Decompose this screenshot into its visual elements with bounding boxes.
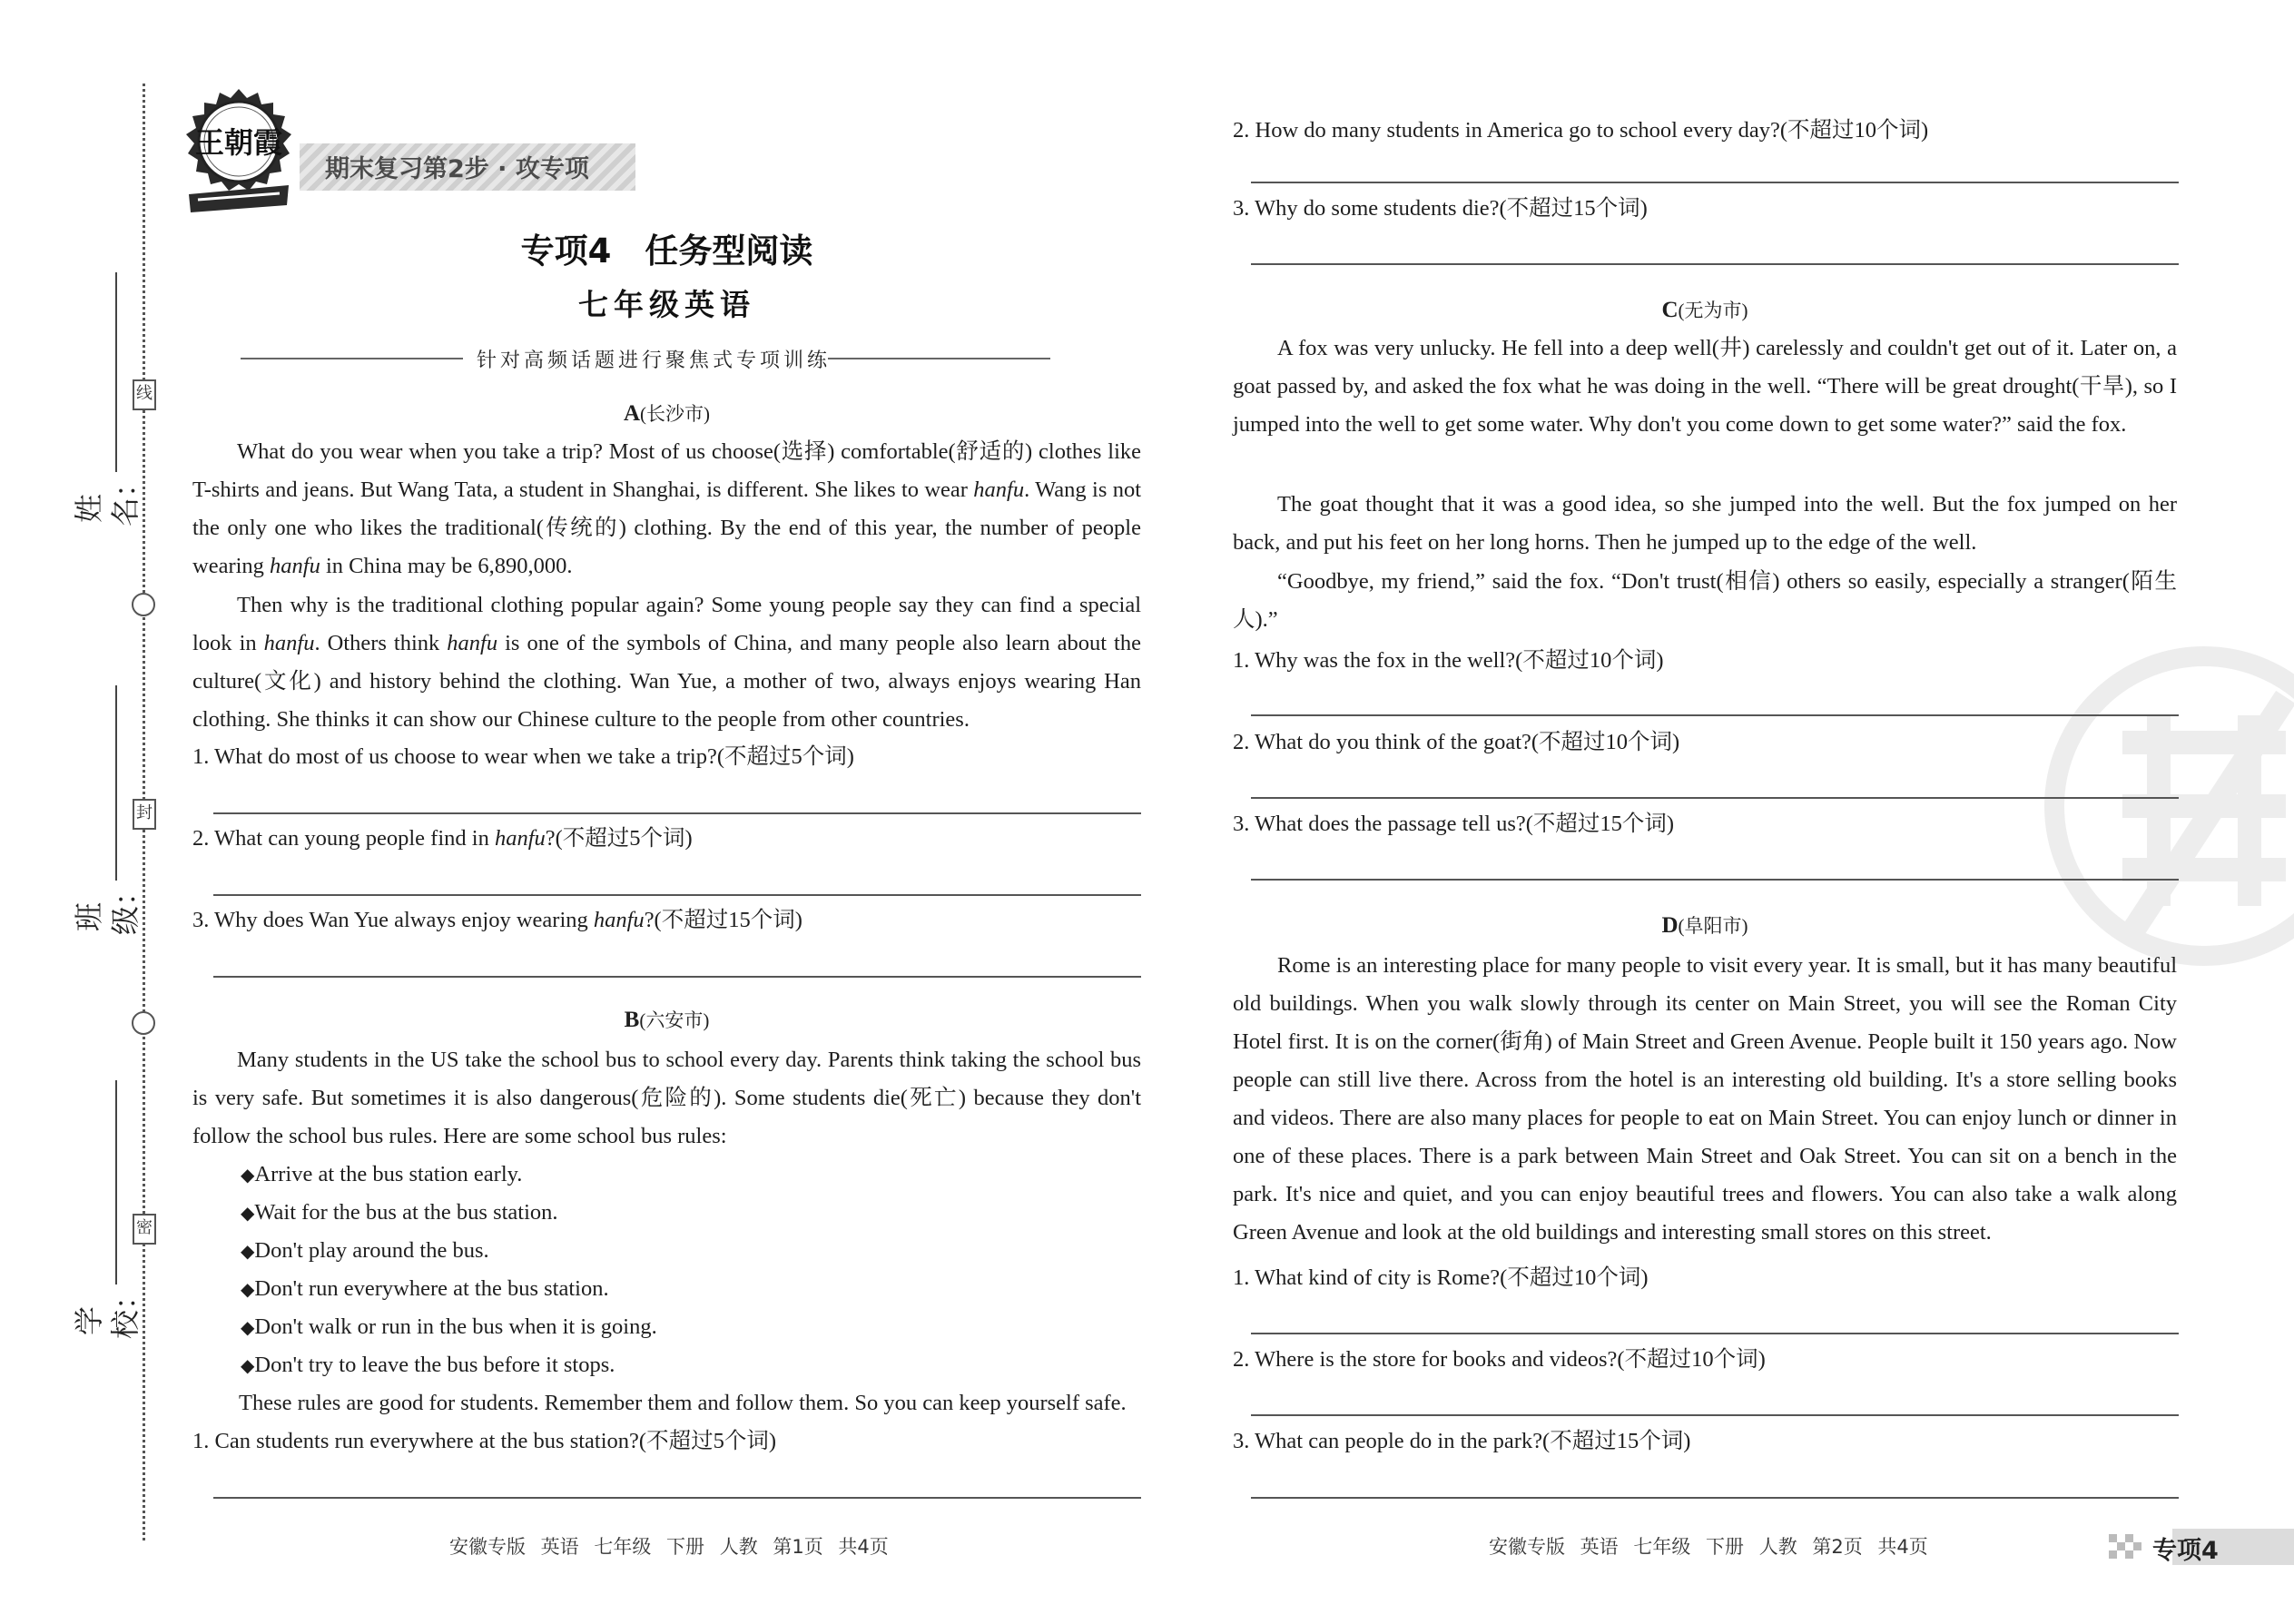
section-b-heading (192, 1006, 1141, 1033)
svg-text:王朝霞: 王朝霞 (194, 125, 283, 160)
answer-line[interactable] (1251, 1414, 2179, 1416)
section-d-question-1: 1. What kind of city is Rome?(不超过10个词) (1233, 1265, 1649, 1290)
section-a-paragraph-1: What do you wear when you take a trip? Most of us choose(选择) comfortable(舒适的) clothes like T-shirts and jeans. But Wang Tata, a student in Shanghai, is different. She likes to wear hanfu. Wang is not the only one who likes the traditional(传统的) clothing. By the end of this year, the number of people wearing hanfu in China may be 6,890,000. (192, 439, 1141, 578)
answer-line[interactable] (1251, 1497, 2179, 1499)
answer-line[interactable] (1251, 1333, 2179, 1334)
bus-rule: ◆Don't try to leave the bus before it stops. (241, 1353, 615, 1377)
section-c-paragraph-2: The goat thought that it was a good idea, so she jumped into the well. But the fox jumped on her back, and put his feet on her long horns. Then he jumped up to the edge of the well. (1233, 492, 2177, 555)
diamond-bullet-icon: ◆ (241, 1240, 255, 1262)
section-city: (长沙市) (640, 403, 711, 425)
section-c-question-1: 1. Why was the fox in the well?(不超过10个词) (1233, 648, 1664, 673)
binding-hole (132, 593, 155, 616)
section-letter: D (1661, 913, 1679, 938)
page-title: 专项4 任务型阅读 (520, 231, 813, 271)
binding-hole (132, 1011, 155, 1035)
answer-line[interactable] (1251, 797, 2179, 799)
section-city: (阜阳市) (1678, 915, 1748, 937)
section-b-paragraph: Many students in the US take the school bus to school every day. Parents think taking the school bus is very safe. But sometimes it is also dangerous(危险的). Some students die(死亡) because they don't follow the school bus rules. Here are some school bus rules: (192, 1048, 1141, 1148)
answer-line[interactable] (213, 894, 1141, 896)
page-tag-label: 专项4 (2152, 1537, 2219, 1565)
name-field-label: 姓名： (72, 468, 143, 527)
section-a-paragraph-2: Then why is the traditional clothing popular again? Some young people say they can find a special look in hanfu. Others think hanfu is one of the symbols of China, and many people also learn about the culture(文化) and history behind the clothing. Wan Yue, a mother of two, always enjoys wearing Han clothing. She thinks it can show our Chinese culture to the people from other countries. (192, 593, 1141, 732)
section-d-question-3: 3. What can people do in the park?(不超过15个词) (1233, 1429, 1691, 1453)
school-field-line[interactable] (115, 1080, 117, 1284)
subtitle: 针对高频话题进行聚焦式专项训练 (476, 349, 831, 371)
brand-seal-logo (180, 87, 298, 221)
section-a-heading (192, 399, 1141, 427)
name-field-line[interactable] (115, 272, 117, 472)
answer-line[interactable] (1251, 714, 2179, 716)
topic-page-tag (2109, 1529, 2294, 1565)
footer-left: 安徽专版 英语 七年级 下册 人教 第1页 共4页 (449, 1536, 889, 1558)
section-d-heading (1233, 911, 2177, 939)
grade-subject-title: 七年级英语 (578, 287, 755, 322)
bus-rule: ◆Don't play around the bus. (241, 1238, 489, 1263)
section-a-question-2: 2. What can young people find in hanfu?(不超过5个词) (192, 826, 693, 851)
section-b-question-1: 1. Can students run everywhere at the bus station?(不超过5个词) (192, 1429, 776, 1453)
diamond-bullet-icon: ◆ (241, 1278, 255, 1300)
section-a-question-3: 3. Why does Wan Yue always enjoy wearing hanfu?(不超过15个词) (192, 908, 802, 932)
class-field-line[interactable] (115, 685, 117, 881)
section-c-heading (1233, 296, 2177, 323)
section-letter: B (624, 1008, 640, 1032)
subtitle-rule-right (828, 358, 1050, 359)
section-a-question-1: 1. What do most of us choose to wear when we take a trip?(不超过5个词) (192, 744, 854, 769)
section-b-question-2: 2. How do many students in America go to school every day?(不超过10个词) (1233, 118, 1929, 143)
binding-mark-xian: 线 (133, 379, 156, 410)
answer-line[interactable] (213, 812, 1141, 814)
section-b-question-3: 3. Why do some students die?(不超过15个词) (1233, 196, 1648, 221)
school-field-label: 学校： (72, 1280, 143, 1339)
section-c-paragraph-1: A fox was very unlucky. He fell into a deep well(井) carelessly and couldn't get out of it. Later on, a goat passed by, and asked the fox what he was doing in the well. “There will be great drought(干旱), so I jumped into the well to get some water. Why don't you come down to get some water?” said the fox. (1233, 336, 2177, 437)
answer-line[interactable] (213, 976, 1141, 978)
section-c-question-3: 3. What does the passage tell us?(不超过15个词) (1233, 812, 1675, 836)
section-b-closing: These rules are good for students. Remember them and follow them. So you can keep yourself safe. (239, 1391, 1127, 1415)
checker-decoration-icon (2109, 1534, 2149, 1561)
footer-right: 安徽专版 英语 七年级 下册 人教 第2页 共4页 (1489, 1536, 1928, 1558)
answer-line[interactable] (213, 1497, 1141, 1499)
banner-text: 期末复习第2步 · 攻专项 (325, 155, 589, 183)
bus-rule: ◆Wait for the bus at the bus station. (241, 1200, 558, 1225)
diamond-bullet-icon: ◆ (241, 1202, 255, 1224)
diamond-bullet-icon: ◆ (241, 1316, 255, 1338)
section-letter: A (623, 401, 641, 426)
header-banner (300, 143, 635, 191)
section-c-paragraph-3: “Goodbye, my friend,” said the fox. “Don't trust(相信) others so easily, especially a stranger(陌生人).” (1233, 569, 2177, 632)
answer-line[interactable] (1251, 879, 2179, 881)
subtitle-rule-left (241, 358, 463, 359)
answer-line[interactable] (1251, 263, 2179, 265)
bus-rule: ◆Don't walk or run in the bus when it is going. (241, 1314, 657, 1339)
section-d-paragraph: Rome is an interesting place for many people to visit every year. It is small, but it has many beautiful old buildings. When you walk slowly through its center on Main Street, you will see the Roman City Hotel first. It is on the corner(街角) of Main Street and Green Avenue. People built it 150 years ago. Now people can still live there. Across from the hotel is an interesting old building. It's a store selling books and videos. There are also many places for people to eat on Main Street. You can enjoy lunch or dinner in one of these places. There is a park between Main Street and Oak Street. You can sit on a bench in the park. It's nice and quiet, and you can enjoy beautiful trees and flowers. You can also take a walk along Green Avenue and look at the old buildings and interesting small stores on this street. (1233, 953, 2177, 1245)
section-d-question-2: 2. Where is the store for books and videos?(不超过10个词) (1233, 1347, 1766, 1372)
binding-mark-feng: 封 (133, 799, 156, 830)
diamond-bullet-icon: ◆ (241, 1354, 255, 1376)
section-c-question-2: 2. What do you think of the goat?(不超过10个词) (1233, 730, 1680, 754)
section-city: (六安市) (639, 1009, 710, 1031)
binding-mark-mi: 密 (133, 1214, 156, 1245)
section-letter: C (1661, 298, 1679, 322)
diamond-bullet-icon: ◆ (241, 1164, 255, 1186)
section-city: (无为市) (1678, 300, 1748, 321)
bus-rule: ◆Arrive at the bus station early. (241, 1162, 523, 1186)
class-field-label: 班级： (72, 876, 143, 935)
answer-line[interactable] (1251, 182, 2179, 183)
bus-rule: ◆Don't run everywhere at the bus station. (241, 1276, 609, 1301)
